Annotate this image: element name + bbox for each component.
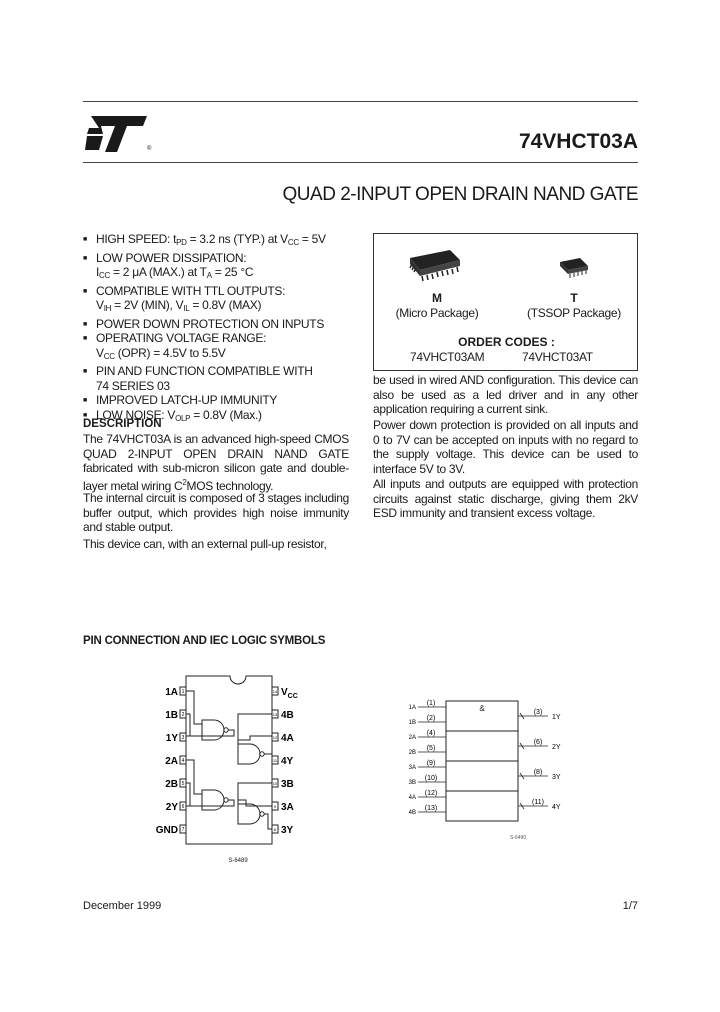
dip-pin-number: 11 — [272, 758, 278, 763]
description-paragraph-4: be used in wired AND configuration. This device can also be used as a led driver and in any other application requiring a current sink. — [373, 373, 638, 416]
feature-text: PD — [176, 238, 187, 247]
feature-text: IL — [183, 304, 190, 313]
bullet-icon: ■ — [83, 411, 87, 419]
iec-input-label: 4A — [408, 795, 416, 801]
feature-text: V — [96, 345, 104, 360]
feature-text: V — [96, 298, 104, 312]
footer-date: December 1999 — [83, 900, 162, 912]
bullet-icon: ■ — [83, 397, 87, 404]
iec-output-label: 3Y — [552, 774, 561, 781]
iec-input-label: 2A — [408, 735, 416, 741]
feature-item — [83, 284, 363, 299]
dip-pin-label-left: 2A — [165, 756, 178, 767]
dip-pin-label-right: 3Y — [281, 825, 294, 836]
feature-text: A — [206, 271, 212, 280]
dip-pin-label-left: 1Y — [165, 733, 178, 744]
iec-input-number: (4) — [426, 730, 436, 737]
description-heading: DESCRIPTION — [83, 418, 162, 430]
feature-text: COMPATIBLE WITH TTL OUTPUTS: — [96, 283, 286, 298]
bullet-icon: ■ — [83, 335, 87, 342]
dip-pin-label-right: 4B — [281, 710, 294, 721]
iec-output-label: 4Y — [552, 804, 561, 811]
header-rule — [83, 162, 638, 163]
iec-input-number: (1) — [426, 700, 436, 707]
feature-item — [83, 379, 363, 394]
feature-text: HIGH SPEED: t — [96, 232, 177, 246]
feature-text: PIN AND FUNCTION COMPATIBLE WITH — [96, 364, 313, 378]
package-m-letter: M — [432, 291, 442, 305]
package-box — [373, 233, 638, 371]
dip-pin-label-right — [281, 687, 298, 700]
st-logo-icon — [85, 112, 155, 154]
iec-input-number: (13) — [424, 805, 438, 812]
bullet-icon: ■ — [83, 236, 87, 243]
description-paragraph-5: Power down protection is provided on all inputs and 0 to 7V can be accepted on inputs with no regard to the supply voltage. This device can be used to interface 5V to 3V. — [373, 418, 638, 476]
dip-pinout-diagram — [150, 670, 320, 870]
dip-pin-label-left: GND — [155, 825, 178, 836]
feature-text: OPERATING VOLTAGE RANGE: — [96, 331, 267, 345]
top-rule — [83, 101, 638, 102]
feature-item — [83, 331, 363, 346]
iec-input-label: 2B — [408, 750, 416, 756]
dip-pin-number: 14 — [272, 689, 278, 694]
iec-output-label: 2Y — [552, 744, 561, 751]
iec-output-number: (6) — [533, 739, 543, 746]
package-t-name: (TSSOP Package) — [527, 306, 621, 320]
iec-output-label: 1Y — [552, 714, 561, 721]
feature-text: = 25 °C — [211, 265, 254, 279]
iec-input-label: 1A — [408, 705, 416, 711]
dip-pin-label-right: 4A — [281, 733, 294, 744]
iec-output-number: (8) — [533, 769, 543, 776]
order-codes-heading: ORDER CODES : — [458, 335, 555, 349]
feature-text: = 5V — [298, 232, 326, 246]
description-paragraph-3: This device can, with an external pull-up resistor, — [83, 537, 327, 551]
feature-text: 74 SERIES 03 — [96, 378, 170, 393]
feature-text: IMPROVED LATCH-UP IMMUNITY — [96, 393, 278, 407]
dip-pin-number: 3 — [181, 735, 185, 741]
iec-input-label: 4B — [408, 810, 416, 816]
feature-text: = 0.8V (Max.) — [190, 407, 262, 422]
iec-input-number: (5) — [426, 745, 436, 752]
description-paragraph-1: The 74VHCT03A is an advanced high-speed CMOS QUAD 2-INPUT OPEN DRAIN NAND GATE fabricated with sub-micron silicon gate and double-layer metal wiring $C^2MOS$ technology. — [83, 432, 349, 493]
so14-package-icon — [404, 248, 464, 288]
feature-text: = 2V (MIN), V — [111, 298, 184, 312]
feature-text: = 2 μA (MAX.) at T — [110, 265, 207, 279]
feature-text: LOW NOISE: V — [96, 407, 176, 422]
dip-pin-label-left: 2Y — [165, 802, 178, 813]
feature-text: CC — [99, 271, 111, 280]
feature-text: CC — [103, 351, 115, 361]
dip-pin-number: 9 — [273, 804, 277, 809]
description-paragraph-6: All inputs and outputs are equipped with protection circuits against static discharge, giving them 2kV ESD immunity and transient excess voltage. — [373, 477, 638, 520]
vcc-subscript: CC — [287, 693, 298, 700]
feature-text: CC — [287, 238, 299, 247]
tssop-package-icon — [554, 254, 594, 284]
feature-text: POWER DOWN PROTECTION ON INPUTS — [96, 316, 325, 331]
feature-item — [83, 317, 363, 332]
iec-input-label: 3B — [408, 780, 416, 786]
feature-item — [83, 393, 363, 408]
iec-input-number: (10) — [424, 775, 438, 782]
iec-logic-symbol — [400, 695, 580, 845]
iec-input-number: (12) — [424, 790, 438, 797]
dip-pin-number: 8 — [273, 827, 277, 832]
feature-text: (OPR) = 4.5V to 5.5V — [114, 345, 226, 360]
iec-input-number: (9) — [426, 760, 436, 767]
pin-connection-heading: PIN CONNECTION AND IEC LOGIC SYMBOLS — [83, 635, 326, 647]
iec-input-label: 3A — [408, 765, 416, 771]
feature-item — [83, 251, 363, 266]
iec-output-number: (11) — [532, 799, 544, 806]
order-code-t: 74VHCT03AT — [522, 350, 593, 364]
description-paragraph-2: The internal circuit is composed of 3 stages including buffer output, which provides high noise immunity and stable output. — [83, 491, 349, 534]
feature-text: IH — [103, 304, 112, 313]
dip-pin-number: 4 — [181, 758, 185, 764]
dip-pin-label-right: 3A — [281, 802, 294, 813]
iec-output-number: (3) — [533, 709, 543, 716]
dip-pin-number: 6 — [181, 804, 185, 810]
vcc-label: V — [281, 687, 288, 698]
iec-and-symbol: & — [479, 704, 485, 713]
dip-pin-number: 7 — [181, 827, 185, 833]
dip-pin-label-left: 2B — [165, 779, 178, 790]
feature-text: OLP — [175, 413, 191, 423]
feature-item — [83, 265, 363, 284]
dip-pin-number: 13 — [272, 712, 278, 717]
iec-input-label: 1B — [408, 720, 416, 726]
feature-item — [83, 298, 363, 317]
bullet-icon: ■ — [83, 368, 87, 375]
feature-text: = 3.2 ns (TYP.) at V — [186, 232, 288, 246]
iec-input-number: (2) — [426, 715, 436, 722]
feature-item — [83, 346, 363, 365]
order-code-m: 74VHCT03AM — [410, 350, 485, 364]
bullet-icon: ■ — [83, 254, 87, 262]
feature-text: I — [96, 265, 100, 279]
document-title: QUAD 2-INPUT OPEN DRAIN NAND GATE — [282, 184, 638, 205]
dip-pin-number: 1 — [181, 689, 185, 695]
dip-pin-number: 5 — [181, 781, 185, 787]
feature-list — [83, 232, 363, 426]
iec-ref-label: S-6490 — [510, 835, 527, 841]
feature-text: LOW POWER DISSIPATION: — [96, 250, 247, 265]
svg-text:®: ® — [147, 146, 152, 152]
dip-pin-label-right: 3B — [281, 779, 294, 790]
dip-pin-label-left: 1B — [165, 710, 178, 721]
dip-pin-label-right: 4Y — [281, 756, 294, 767]
dip-ref-label: S-6489 — [228, 858, 248, 864]
package-m-name: (Micro Package) — [395, 306, 479, 320]
feature-item — [83, 364, 363, 379]
footer-page: 1/7 — [622, 900, 638, 912]
feature-text: = 0.8V (MAX) — [189, 298, 262, 312]
bullet-icon: ■ — [83, 320, 87, 328]
package-t-letter: T — [570, 291, 578, 305]
dip-pin-number: 2 — [181, 712, 185, 718]
dip-pin-label-left: 1A — [165, 687, 178, 698]
dip-pin-number: 10 — [272, 781, 278, 786]
dip-pin-number: 12 — [272, 735, 278, 740]
bullet-icon: ■ — [83, 287, 87, 295]
part-number: 74VHCT03A — [518, 130, 638, 153]
feature-item — [83, 232, 363, 251]
